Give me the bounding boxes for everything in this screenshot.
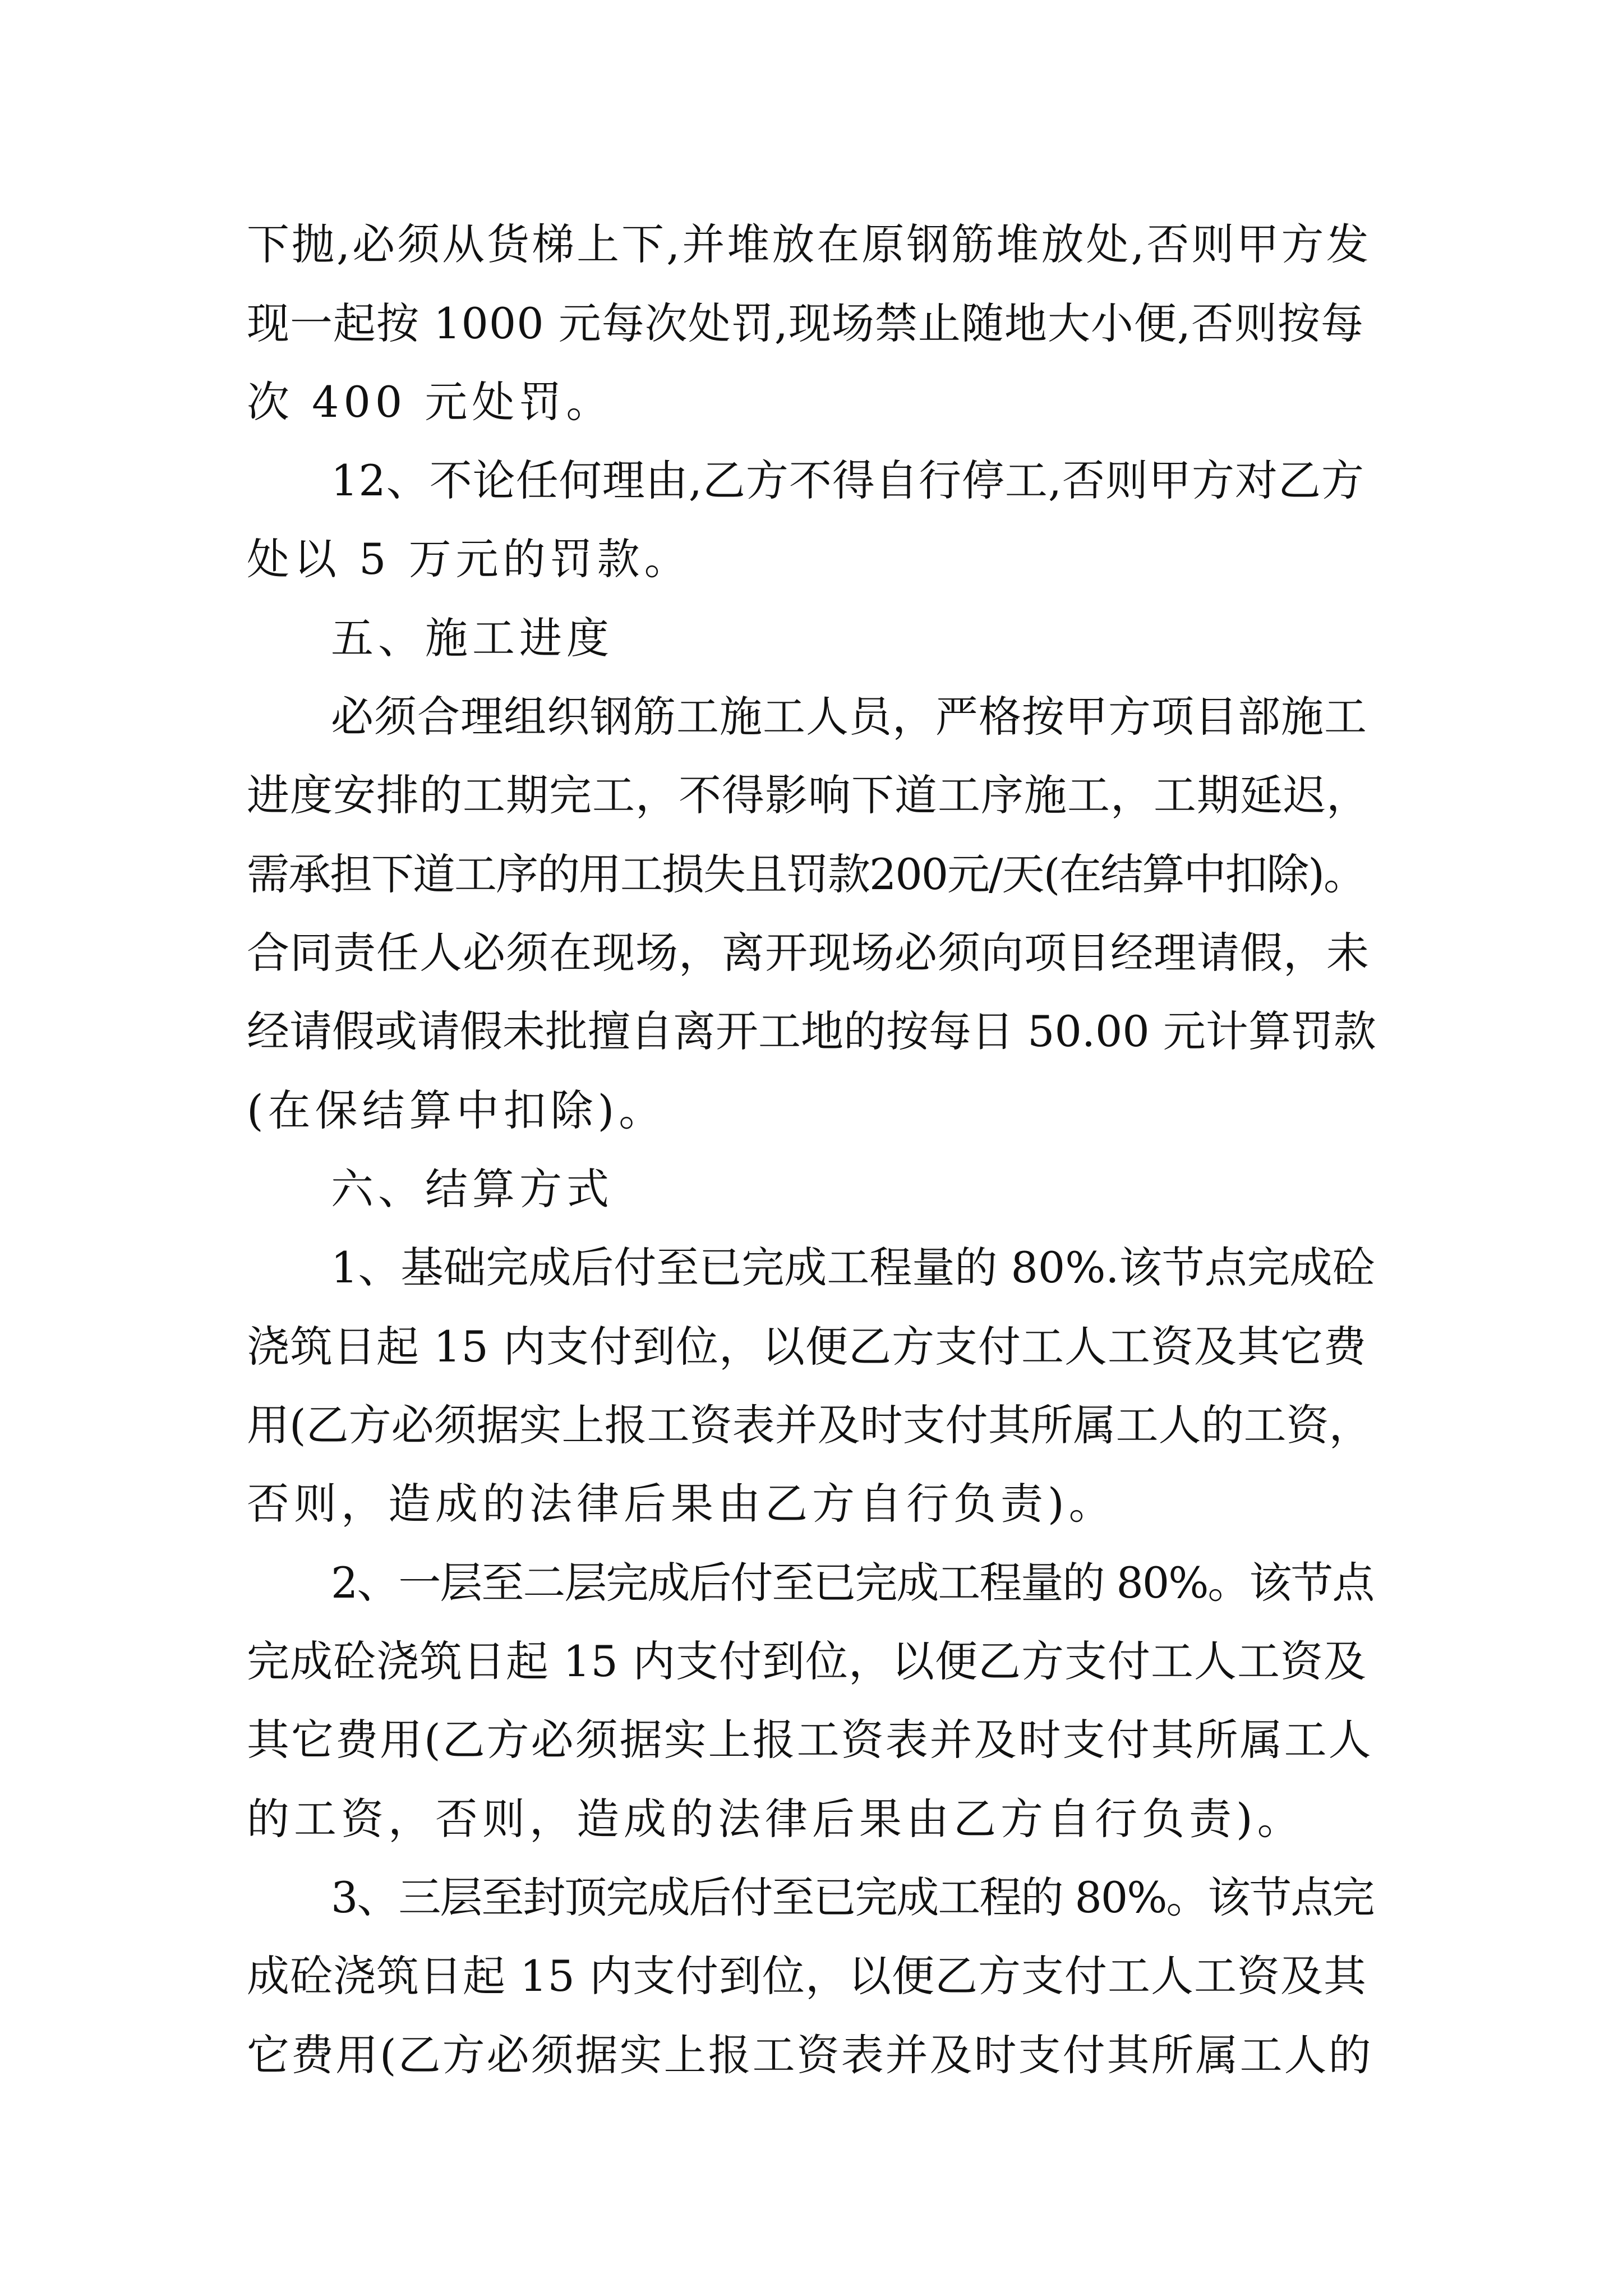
- text-line: 浇筑日起 15 内支付到位，以便乙方支付工人工资及其它费: [247, 1322, 1367, 1372]
- text-line: 处以 5 万元的罚款。: [247, 534, 691, 584]
- text-line: 进度安排的工期完工，不得影响下道工序施工，工期延迟，: [247, 770, 1370, 820]
- text-line: 否则，造成的法律后果由乙方自行负责)。: [247, 1479, 1116, 1529]
- section-heading: 五、施工进度: [331, 613, 614, 663]
- text-line: 它费用(乙方必须据实上报工资表并及时支付其所属工人的: [247, 2030, 1373, 2080]
- section-heading: 六、结算方式: [331, 1164, 614, 1214]
- text-line: 3、三层至封顶完成后付至已完成工程的 80%。该节点完: [331, 1872, 1374, 1922]
- text-line: 次 400 元处罚。: [247, 377, 614, 427]
- text-line: 成砼浇筑日起 15 内支付到位，以便乙方支付工人工资及其: [247, 1951, 1367, 2001]
- text-line: 现一起按 1000 元每次处罚,现场禁止随地大小便,否则按每: [247, 298, 1364, 348]
- text-line: 12、不论任何理由,乙方不得自行停工,否则甲方对乙方: [331, 455, 1365, 505]
- text-line: 经请假或请假未批擅自离开工地的按每日 50.00 元计算罚款: [247, 1006, 1376, 1056]
- text-line: 下抛,必须从货梯上下,并堆放在原钢筋堆放处,否则甲方发: [247, 219, 1371, 269]
- text-line: 用(乙方必须据实上报工资表并及时支付其所属工人的工资，: [247, 1400, 1372, 1450]
- text-line: 必须合理组织钢筋工施工人员，严格按甲方项目部施工: [331, 692, 1367, 742]
- text-line: (在保结算中扣除)。: [247, 1085, 666, 1135]
- text-line: 需承担下道工序的用工损失且罚款200元/天(在结算中扣除)。: [247, 849, 1365, 899]
- text-line: 其它费用(乙方必须据实上报工资表并及时支付其所属工人: [247, 1715, 1373, 1765]
- text-line: 合同责任人必须在现场，离开现场必须向项目经理请假，未: [247, 928, 1370, 978]
- text-line: 完成砼浇筑日起 15 内支付到位，以便乙方支付工人工资及: [247, 1636, 1367, 1686]
- text-line: 2、一层至二层完成后付至已完成工程量的 80%。该节点: [331, 1558, 1374, 1608]
- text-line: 的工资，否则，造成的法律后果由乙方自行负责)。: [247, 1794, 1304, 1844]
- text-line: 1、基础完成后付至已完成工程量的 80%.该节点完成砼: [331, 1243, 1375, 1292]
